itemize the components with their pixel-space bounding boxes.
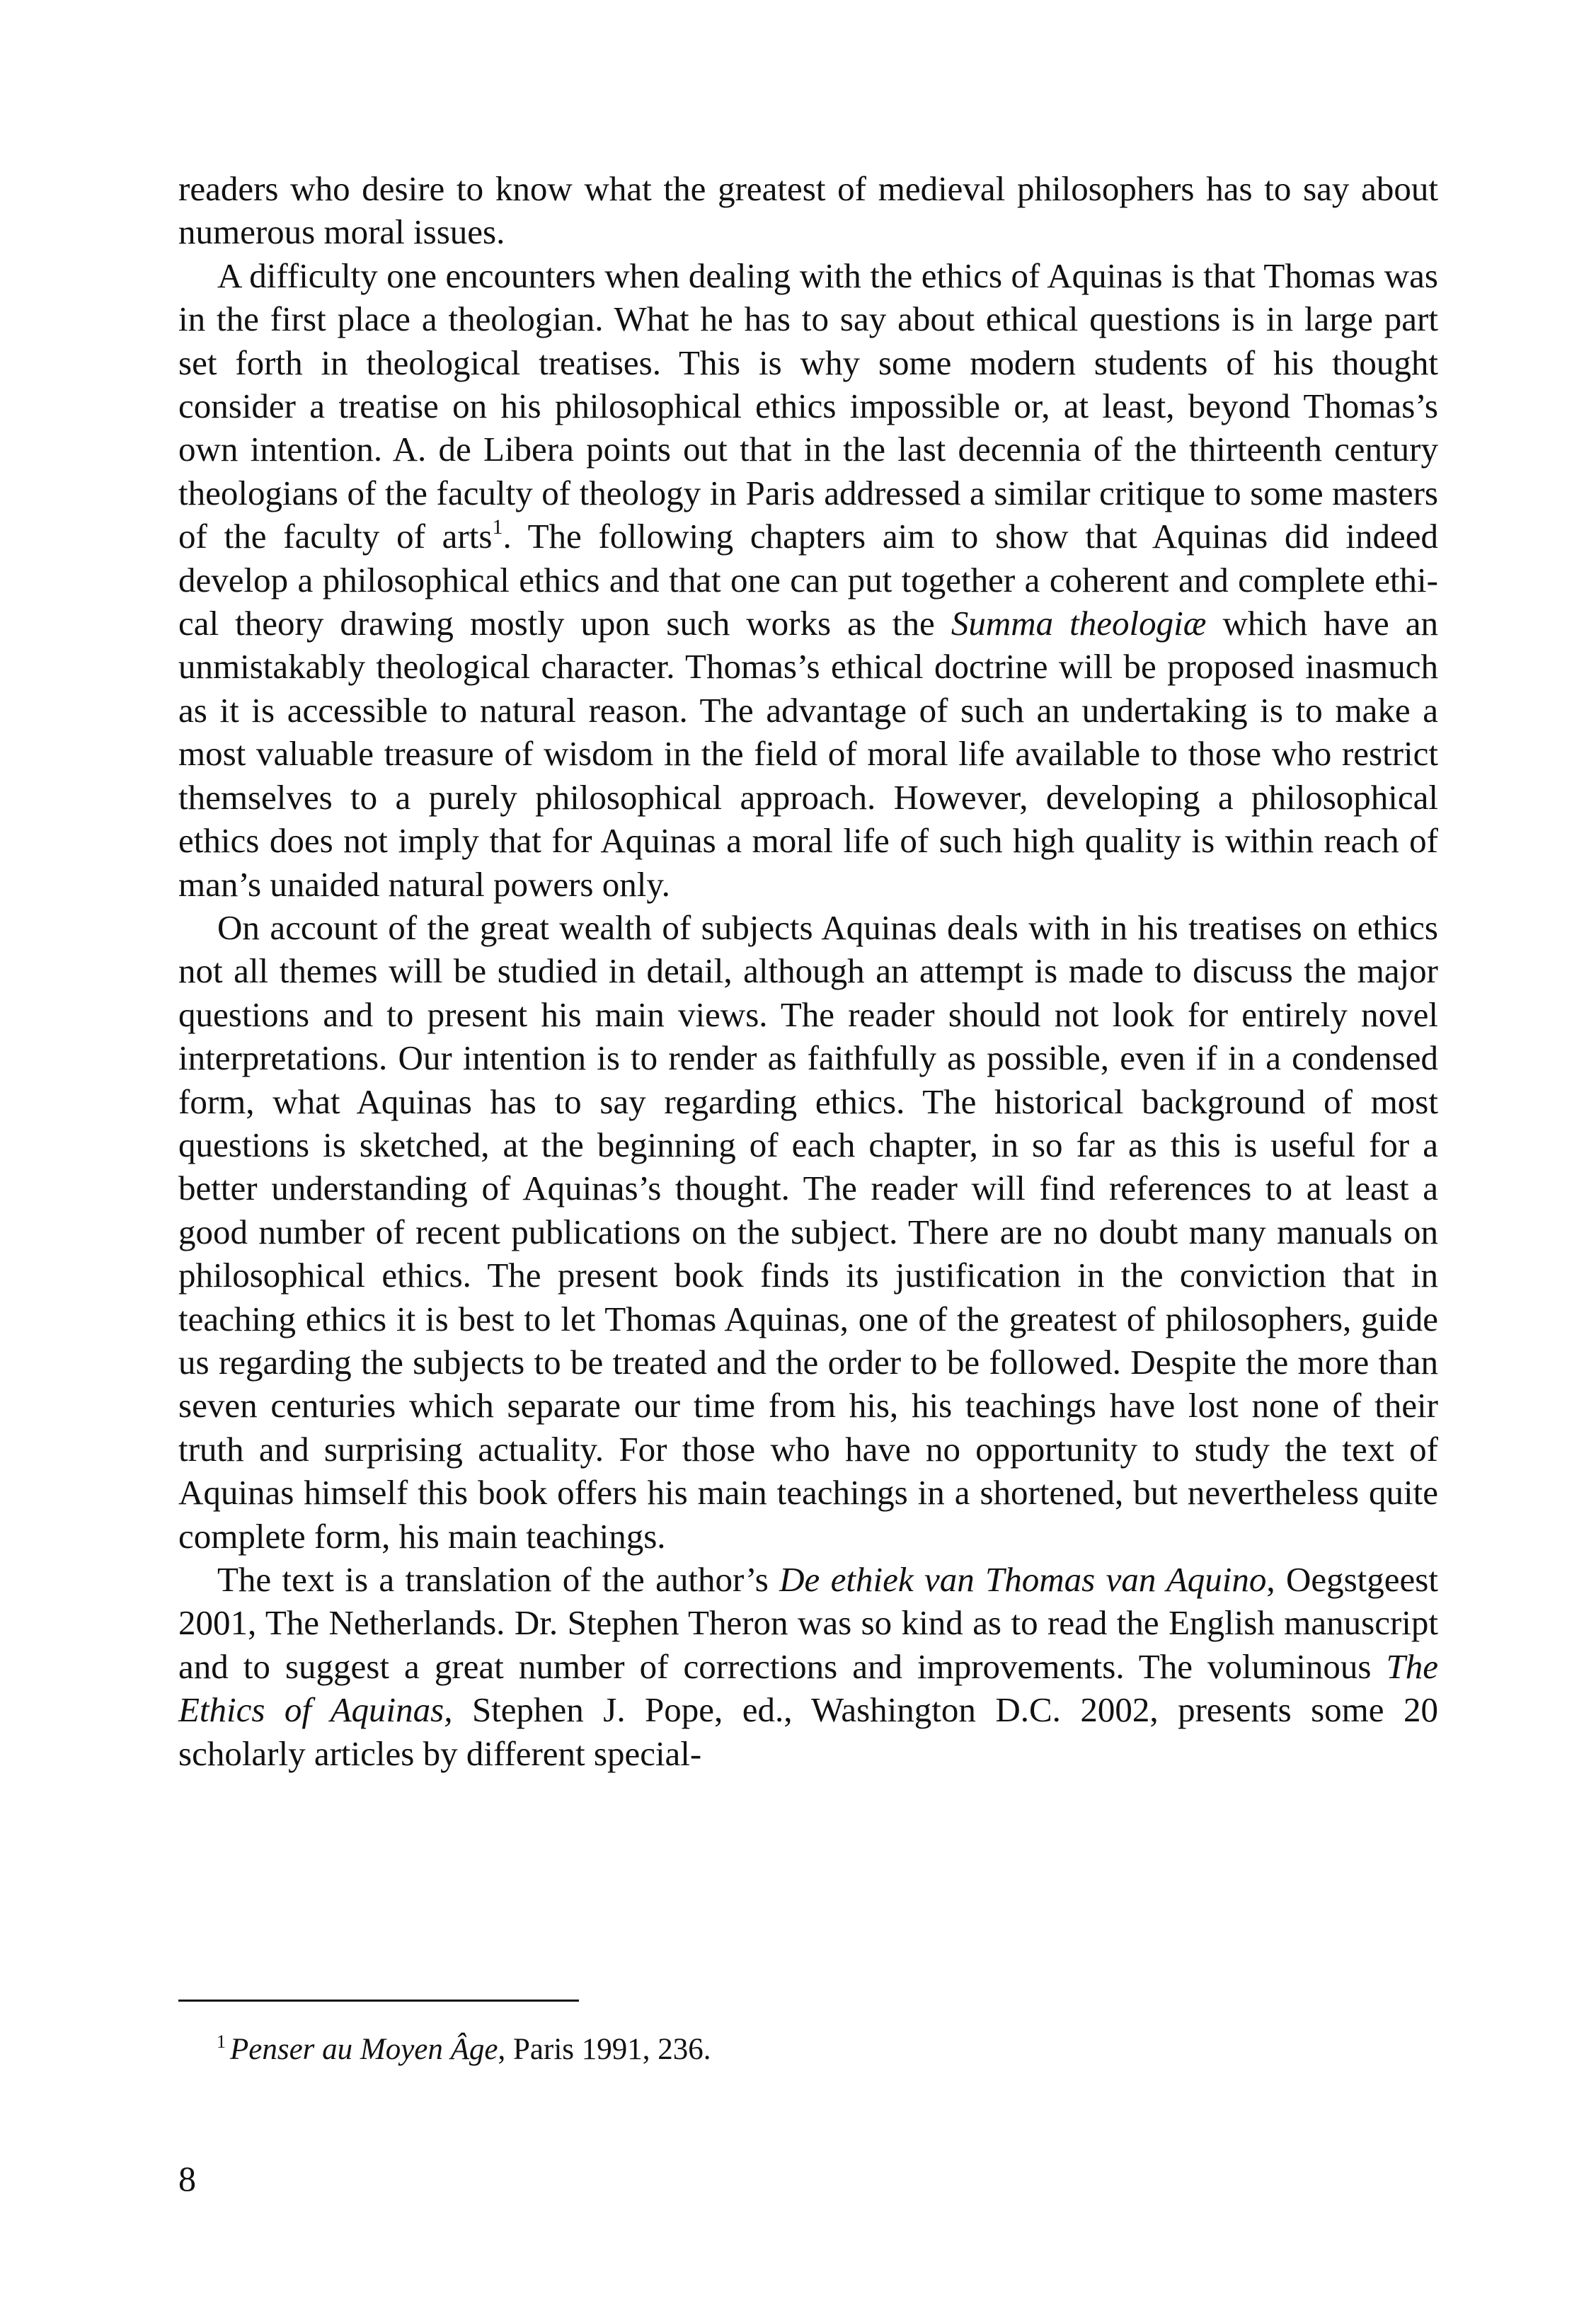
book-title-italic: Summa theologiæ [951, 604, 1207, 643]
footnote-marker: 1 [217, 2031, 226, 2052]
footnote-reference[interactable]: 1 [492, 515, 503, 539]
paragraph-subjects [178, 906, 1438, 1558]
paragraph-text: readers who desire to know what the greatest of medieval philosophers has to say about numerous moral issues. [178, 169, 1438, 252]
paragraph-text: A difficulty one encounters when dealing with the ethics of Aquinas is that Thomas was in the first place a theologian. What he has to say about ethical questions is in large part set forth in theological treatises. This is why some modern students of his thought consider a treatise on his philosophical ethics impossible or, at least, beyond Thomas’s own intention. A. de Libera points out that in the last decennia of the thirteenth century theologians of the faculty of theology in Paris addressed a similar critique to some masters of the faculty of arts [178, 256, 1438, 556]
body-text [178, 167, 1438, 1775]
book-title-italic: De ethiek van Thomas van Aquino [779, 1560, 1267, 1599]
paragraph-text: which have an unmistakably theological character. Thomas’s ethical doctrine will be proposed inasmuch as it is accessible to natural reason. The advantage of such an undertaking is to make a most valuable treasure of wisdom in the field of moral life available to those who restrict themselves to a purely philosophical approach. However, developing a philosophical ethics does not imply that for Aquinas a moral life of such high quality is within reach of man’s unaided natural powers only. [178, 604, 1438, 904]
paragraph-text: Stephen J. Pope, ed., Washington D.C. 2002, presents some 20 scholarly articles by different special- [178, 1690, 1438, 1773]
footnote [217, 2031, 711, 2068]
paragraph-aquinas-theologian [178, 254, 1438, 906]
paragraph-translation [178, 1558, 1438, 1775]
footnote-title: Penser au Moyen Âge [230, 2033, 498, 2066]
paragraph-text: , Oegstgeest 2001, The Netherlands. Dr. Stephen Theron was so kind as to read the English manuscript and to suggest a great number of corrections and improvements. The voluminous [178, 1560, 1438, 1686]
paragraph-text: On account of the great wealth of subjects Aquinas deals with in his treatises on ethics not all themes will be studied in detail, although an attempt is made to discuss the major questions and to present his main views. The reader should not look for entirely novel interpretations. Our intention is to render as faithfully as possible, even if in a condensed form, what Aquinas has to say regarding ethics. The historical background of most questions is sketched, at the beginning of each chapter, in so far as this is useful for a better understanding of Aquinas’s thought. The reader will find references to at least a good number of recent publications on the subject. There are no doubt many manuals on philosophical ethics. The present book finds its justification in the conviction that in teaching ethics it is best to let Thomas Aquinas, one of the greatest of philosophers, guide us regarding the subjects to be treated and the order to be followed. Despite the more than seven centuries which separate our time from his, his teachings have lost none of their truth and surprising actuality. For those who have no opportunity to study the text of Aquinas himself this book offers his main teachings in a shortened, but nevertheless quite complete form, his main teachings. [178, 907, 1438, 1556]
paragraph-text: The text is a translation of the author’s [217, 1560, 780, 1599]
paragraph-continuation [178, 167, 1438, 254]
footnote-citation: , Paris 1991, 236. [498, 2033, 711, 2066]
paragraph-text: . The following chapters aim to show that Aquinas did indeed develop a philosophical ethics and that one can put together a coherent and complete ethical theory drawing mostly upon such works as the [178, 517, 1438, 643]
page-number: 8 [178, 2159, 196, 2198]
footnote-separator [178, 2000, 579, 2002]
book-title-italic: The Ethics of Aquinas, [178, 1646, 1438, 1730]
